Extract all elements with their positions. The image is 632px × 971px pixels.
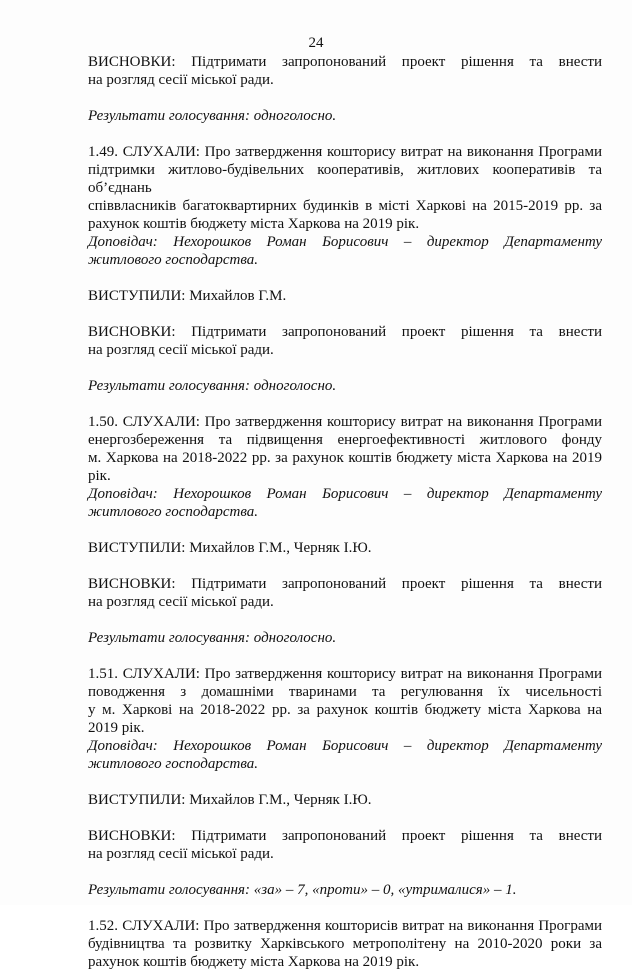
- text-line: Результати голосування: одноголосно.: [88, 630, 337, 646]
- text-line: 1.50. СЛУХАЛИ: Про затвердження кошторису витрат на виконання Програми: [88, 414, 602, 430]
- text-line: Результати голосування: «за» – 7, «проти» – 0, «утрималися» – 1.: [88, 882, 517, 898]
- text-line: 1.51. СЛУХАЛИ: Про затвердження кошторису витрат на виконання Програми: [88, 666, 602, 682]
- text-line: енергозбереження та підвищення енергоефективності житлового фонду: [88, 432, 602, 448]
- text-line: ВИСНОВКИ: Підтримати запропонований проект рішення та внести: [88, 54, 602, 70]
- paragraph-gap: [88, 809, 602, 827]
- paragraph-gap: [88, 557, 602, 575]
- text-line: 2019 рік.: [88, 720, 145, 736]
- text-line: ВИСТУПИЛИ: Михайлов Г.М., Черняк І.Ю.: [88, 540, 372, 556]
- paragraph-gap: [88, 611, 602, 629]
- text-line: ВИСТУПИЛИ: Михайлов Г.М.: [88, 288, 287, 304]
- text-line: 1.52. СЛУХАЛИ: Про затвердження кошторисів витрат на виконання Програми: [88, 918, 602, 934]
- text-line: рахунок коштів бюджету міста Харкова на 2019 рік.: [88, 954, 420, 970]
- paragraph-gap: [88, 125, 602, 143]
- paragraph-gap: [88, 899, 602, 917]
- text-line: Доповідач: Нехорошков Роман Борисович – директор Департаменту: [88, 234, 602, 250]
- text-line: підтримки житлово-будівельних кооперативів, житлових кооперативів та об’єднань: [88, 162, 602, 196]
- paragraph-gap: [88, 395, 602, 413]
- text-line: Доповідач: Нехорошков Роман Борисович – директор Департаменту: [88, 738, 602, 754]
- paragraph-gap: [88, 89, 602, 107]
- text-line: Доповідач: Нехорошков Роман Борисович – директор Департаменту: [88, 486, 602, 502]
- text-line: ВИСТУПИЛИ: Михайлов Г.М., Черняк І.Ю.: [88, 792, 372, 808]
- text-line: житлового господарства.: [88, 252, 258, 268]
- text-line: Результати голосування: одноголосно.: [88, 378, 337, 394]
- paragraph-gap: [88, 863, 602, 881]
- text-line: Результати голосування: одноголосно.: [88, 108, 337, 124]
- text-line: ВИСНОВКИ: Підтримати запропонований проект рішення та внести: [88, 828, 602, 844]
- text-line: на розгляд сесії міської ради.: [88, 594, 274, 610]
- document-body: [88, 53, 602, 971]
- text-line: на розгляд сесії міської ради.: [88, 342, 274, 358]
- page-number: 24: [308, 35, 324, 51]
- text-line: рахунок коштів бюджету міста Харкова на 2019 рік.: [88, 216, 420, 232]
- paragraph-gap: [88, 269, 602, 287]
- text-line: у м. Харкові на 2018-2022 рр. за рахунок коштів бюджету міста Харкова на: [88, 702, 602, 718]
- text-line: на розгляд сесії міської ради.: [88, 846, 274, 862]
- paragraph-gap: [88, 521, 602, 539]
- paragraph-gap: [88, 305, 602, 323]
- text-line: ВИСНОВКИ: Підтримати запропонований проект рішення та внести: [88, 324, 602, 340]
- text-line: 1.49. СЛУХАЛИ: Про затвердження кошторису витрат на виконання Програми: [88, 144, 602, 160]
- paragraph-gap: [88, 773, 602, 791]
- text-line: співвласників багатоквартирних будинків в місті Харкові на 2015-2019 рр. за: [88, 198, 602, 214]
- text-line: житлового господарства.: [88, 756, 258, 772]
- text-line: ВИСНОВКИ: Підтримати запропонований проект рішення та внести: [88, 576, 602, 592]
- paragraph-gap: [88, 359, 602, 377]
- text-line: житлового господарства.: [88, 504, 258, 520]
- text-line: м. Харкова на 2018-2022 рр. за рахунок коштів бюджету міста Харкова на 2019: [88, 450, 602, 466]
- text-line: будівництва та розвитку Харківського метрополітену на 2010-2020 роки за: [88, 936, 602, 952]
- text-line: поводження з домашніми тваринами та регулювання їх чисельності: [88, 684, 602, 700]
- paragraph-gap: [88, 647, 602, 665]
- text-line: рік.: [88, 468, 111, 484]
- text-line: на розгляд сесії міської ради.: [88, 72, 274, 88]
